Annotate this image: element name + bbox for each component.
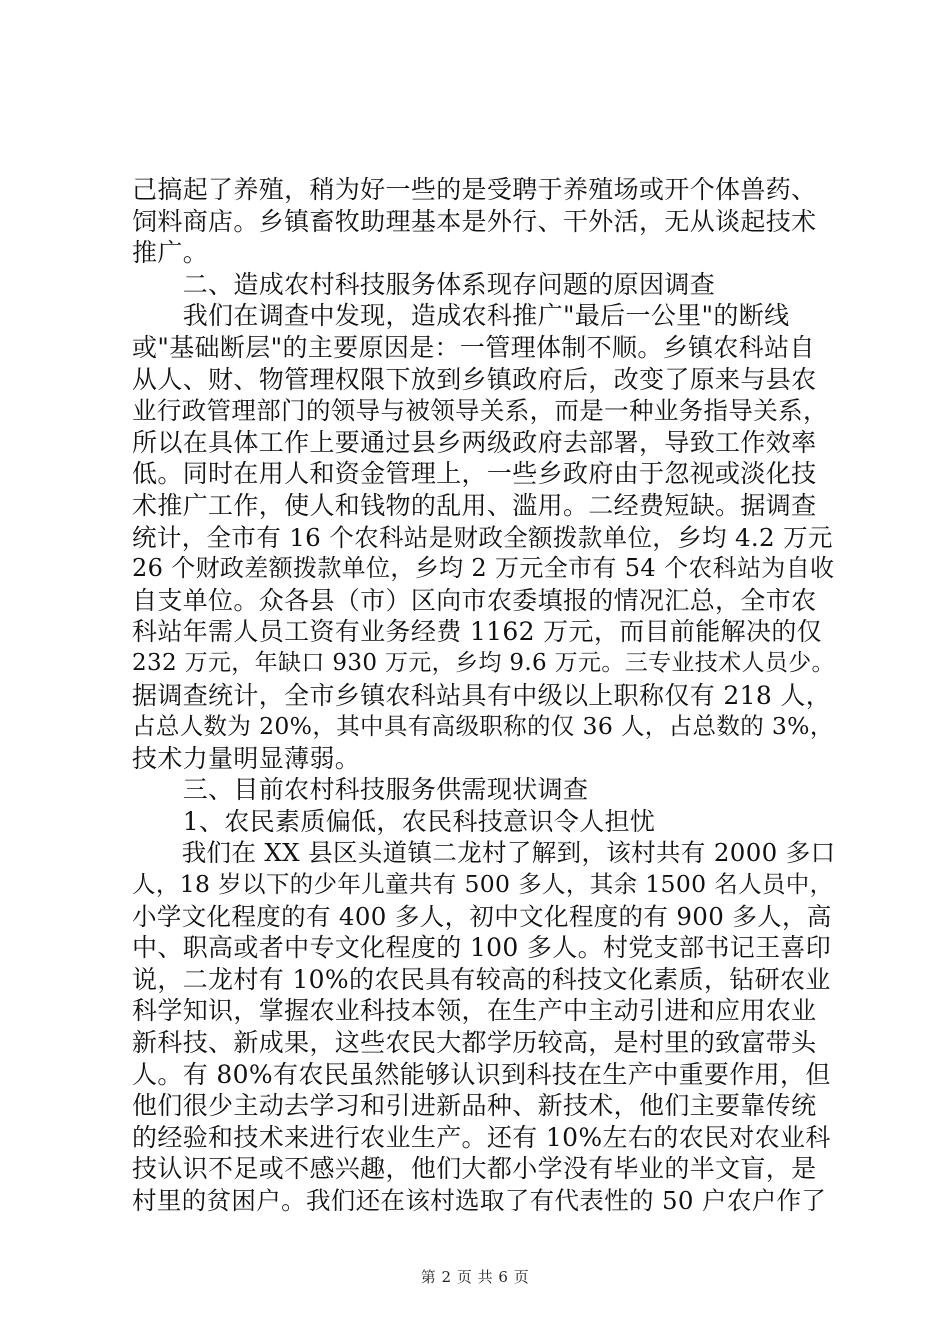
text-line: 中、职高或者中专文化程度的 100 多人。村党支部书记王喜印 [132, 933, 832, 963]
text-line: 技认识不足或不感兴趣，他们大都小学没有毕业的半文盲，是 [132, 1154, 817, 1184]
text-line: 从人、财、物管理权限下放到乡镇政府后，改变了原来与县农 [132, 364, 817, 394]
text-line: 人。有 80%有农民虽然能够认识到科技在生产中重要作用，但 [132, 1059, 831, 1089]
text-line: 占总人数为 20%，其中具有高级职称的仅 36 人，占总数的 3%， [132, 712, 834, 741]
text-line: 的经验和技术来进行农业生产。还有 10%左右的农民对农业科 [132, 1122, 831, 1152]
text-line: 人，18 岁以下的少年儿童共有 500 多人，其余 1500 名人员中， [132, 870, 834, 899]
text-line: 我们在 XX 县区头道镇二龙村了解到，该村共有 2000 多口 [132, 838, 836, 868]
text-line: 据调查统计，全市乡镇农科站具有中级以上职称仅有 218 人， [132, 680, 832, 710]
text-line: 新科技、新成果，这些农民大都学历较高，是村里的致富带头 [132, 1028, 817, 1058]
text-line: 业行政管理部门的领导与被领导关系，而是一种业务指导关系， [132, 396, 828, 426]
text-line: 或"基础断层"的主要原因是：一管理体制不顺。乡镇农科站自 [132, 332, 815, 362]
document-body [132, 174, 836, 1217]
text-line: 1、农民素质偏低，农民科技意识令人担忧 [132, 806, 656, 836]
text-line: 他们很少主动去学习和引进新品种、新技术，他们主要靠传统 [132, 1091, 817, 1121]
text-line: 科站年需人员工资有业务经费 1162 万元，而目前能解决的仅 [132, 617, 823, 647]
text-line: 232 万元，年缺口 930 万元，乡均 9.6 万元。三专业技术人员少。 [132, 649, 835, 676]
text-line: 己搞起了养殖，稍为好一些的是受聘于养殖场或开个体兽药、 [132, 175, 817, 204]
text-line: 村里的贫困户。我们还在该村选取了有代表性的 50 户农户作了 [132, 1186, 827, 1215]
text-line: 术推广工作，使人和钱物的乱用、滥用。二经费短缺。据调查 [132, 490, 817, 520]
page-footer: 第 2 页 共 6 页 [420, 1268, 530, 1286]
text-line: 26 个财政差额拨款单位，乡均 2 万元全市有 54 个农科站为自收 [132, 554, 835, 583]
text-line: 所以在具体工作上要通过县乡两级政府去部署，导致工作效率 [132, 427, 817, 457]
text-line: 饲料商店。乡镇畜牧助理基本是外行、干外活，无从谈起技术 [132, 206, 817, 236]
text-line: 小学文化程度的有 400 多人，初中文化程度的有 900 多人，高 [132, 901, 832, 931]
text-line: 推广。 [132, 238, 209, 268]
text-line: 我们在调查中发现，造成农科推广"最后一公里"的断线 [132, 301, 790, 331]
text-line: 二、造成农村科技服务体系现存问题的原因调查 [132, 269, 716, 299]
text-line: 技术力量明显薄弱。 [132, 743, 361, 773]
text-line: 统计，全市有 16 个农科站是财政全额拨款单位，乡均 4.2 万元 [132, 522, 833, 552]
text-line: 自支单位。众各县（市）区向市农委填报的情况汇总，全市农 [132, 585, 817, 615]
text-line: 说，二龙村有 10%的农民具有较高的科技文化素质，钻研农业 [132, 964, 831, 994]
text-line: 三、目前农村科技服务供需现状调查 [132, 775, 589, 805]
text-line: 科学知识，掌握农业科技本领，在生产中主动引进和应用农业 [132, 996, 817, 1026]
text-line: 低。同时在用人和资金管理上，一些乡政府由于忽视或淡化技 [132, 459, 817, 489]
